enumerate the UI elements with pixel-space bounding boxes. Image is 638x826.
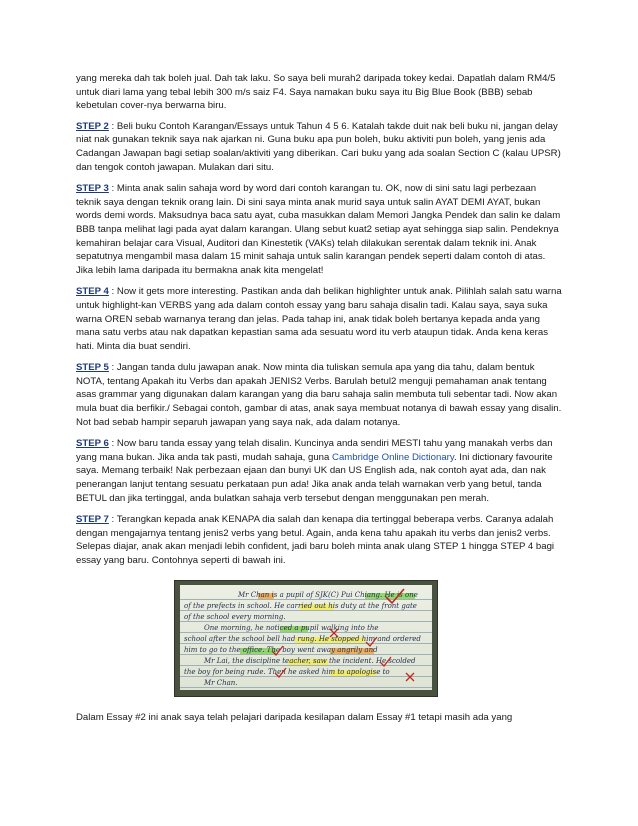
essay-line-2: of the prefects in school. He carried out his duty at the front gate bbox=[184, 601, 417, 610]
check-mark-icon bbox=[275, 668, 286, 677]
cross-mark-icon bbox=[406, 673, 414, 681]
essay-line-9: Mr Chan. bbox=[204, 678, 238, 687]
intro-paragraph: yang mereka dah tak boleh jual. Dah tak laku. So saya beli murah2 daripada tokey kedai. Dapatlah dalam RM4/5 untuk diari lama yang tebal lebih 300 m/s saiz F4. Saya namakan buku saya itu Big Blue Book (BBB) sebab kebetulan cover-nya berwarna biru. bbox=[76, 73, 556, 112]
article-body bbox=[76, 72, 562, 732]
check-mark-icon bbox=[366, 637, 377, 646]
step-5-paragraph bbox=[76, 361, 562, 429]
step-6-label: STEP 6 bbox=[76, 438, 109, 450]
essay-line-1: Mr Chan is a pupil of SJK(C) Pui Chiang. He is one bbox=[238, 590, 418, 599]
step-3-paragraph bbox=[76, 182, 562, 277]
cross-mark-icon bbox=[330, 629, 338, 637]
step-6-paragraph bbox=[76, 437, 562, 505]
step-3-text: : Minta anak salin sahaja word by word dari contoh karangan tu. OK, now di sini satu lagi perbezaan teknik saya dengan teknik orang lain. Di sini saya minta anak murid saya untuk salin AYAT DEMI AYAT, bukan words demi words. Maksudnya baca satu ayat, cuba masukkan dalam Memori Jangka Pendek dan salin ke dalam BBB tanpa melihat lagi pada ayat dalam karangan. Ulang sebut kuat2 setiap ayat sehingga siap salin. Pendeknya kemahiran belajar cara Visual, Auditori dan Kinestetik (VAKs) telah dilakukan serentak dalam teknik ini. Anak sepatutnya mengambil masa dalam 15 minit sahaja untuk salin karangan pendek seperti dalam contoh di atas. Jika lebih lama daripada itu bermakna anak kita mengelat! bbox=[76, 183, 561, 276]
step-3-label: STEP 3 bbox=[76, 183, 109, 195]
check-mark-icon bbox=[272, 646, 283, 655]
step-5-text: : Jangan tanda dulu jawapan anak. Now minta dia tuliskan semula apa yang dia tahu, dalam bentuk NOTA, tentang Apakah itu Verbs dan apakah JENIS2 Verbs. Barulah betul2 menguji pemahaman anak tentang asas grammar yang digunakan dalam karangan yang dia baru sahaja salin membuta tuli sebentar tadi. Now akan mula buat dia berfikir./ Sebagai contoh, gambar di atas, anak saya membuat notanya di bawah essay yang disalin. Not bad sebab hampir separuh jawapan yang saya nak, ada dalam notanya. bbox=[76, 362, 562, 428]
teacher-marks bbox=[180, 585, 432, 690]
essay-line-3: of the school every morning. bbox=[184, 612, 286, 621]
step-7-text: : Terangkan kepada anak KENAPA dia salah dan kenapa dia tertinggal beberapa verbs. Caranya adalah dengan mengajarnya tentang jenis2 verbs yang betul. Again, anda kena tahu apakah itu verbs dan jenis2 verbs. Selepas diajar, anak akan menjadi lebih confident, jadi baru boleh minta anak ulang STEP 1 hingga STEP 4 bagi essay yang baru. Contohnya seperti di bawah ini. bbox=[76, 514, 555, 566]
essay-line-6: him to go to the office. The boy went away angrily and bbox=[184, 645, 378, 654]
step-4-paragraph bbox=[76, 285, 562, 353]
essay-paper bbox=[180, 585, 432, 690]
step-5-label: STEP 5 bbox=[76, 362, 109, 374]
essay-line-5: school after the school bell had rung. He stopped him and ordered bbox=[184, 634, 421, 643]
step-7-paragraph bbox=[76, 513, 562, 567]
cambridge-dictionary-link[interactable]: Cambridge Online Dictionary bbox=[332, 451, 454, 463]
essay-line-8: the boy for being rude. Then he asked him to apologise to bbox=[184, 667, 390, 676]
step-2-text: : Beli buku Contoh Karangan/Essays untuk Tahun 4 5 6. Katalah takde duit nak beli buku ni, jangan delay niat nak gunakan teknik saya nak ajarkan ni. Guna buku apa pun boleh, buku aktiviti pun boleh, yang jenis ada Cadangan Jawapan bagi setiap soalan/aktiviti yang diberikan. Cari buku yang ada soalan Section C (kalau UPSR) dan tengok contoh jawapan. Mulakan dari situ. bbox=[76, 120, 561, 173]
check-mark-icon bbox=[380, 657, 391, 666]
step-6-text-before: : Now baru tanda essay yang telah disalin. Kuncinya anda sendiri MESTI tahu yang manakah verbs dan yang mana bukan. Jika anda tak pasti, mudah sahaja, guna bbox=[76, 438, 553, 463]
closing-paragraph: Dalam Essay #2 ini anak saya telah pelajari daripada kesilapan dalam Essay #1 tetapi masih ada yang bbox=[76, 711, 513, 723]
essay-line-4: One morning, he noticed a pupil walking into the bbox=[204, 623, 379, 632]
step-4-label: STEP 4 bbox=[76, 286, 109, 298]
essay-line-7: Mr Lai, the discipline teacher, saw the incident. He scolded bbox=[204, 656, 416, 665]
step-6-text-after: . Ini dictionary favourite saya. Memang terbaik! Nak perbezaan ejaan dan bunyi UK dan US English ada, nak contoh ayat ada, dan nak penerangan lanjut tentang sesuatu perkataan pun ada! Jika anak anda telah warnakan verb yang betul, tanda BETUL dan jika tertinggal, anda bulatkan sahaja verb tersebut dengan menggunakan pen merah. bbox=[76, 451, 553, 504]
check-mark-icon bbox=[386, 589, 404, 603]
step-7-label: STEP 7 bbox=[76, 514, 109, 526]
essay-photo bbox=[174, 580, 438, 697]
step-2-label: STEP 2 bbox=[76, 120, 109, 132]
step-2-paragraph bbox=[76, 120, 562, 174]
step-4-text: : Now it gets more interesting. Pastikan anda dah belikan highlighter untuk anak. Pilihlah salah satu warna untuk highlight-kan VERBS yang ada dalam contoh essay yang baru sahaja disalin tadi. Kalau saya, saya suka warna OREN sebab warnanya terang dan jelas. Pada tahap ini, anak tidak boleh bertanya kepada anda yang mana satu verbs atau nak dapatkan kepastian sama ada sesuatu word itu verb ataupun tidak. Anda kena keras hati. Minta dia buat sendiri. bbox=[76, 286, 562, 352]
